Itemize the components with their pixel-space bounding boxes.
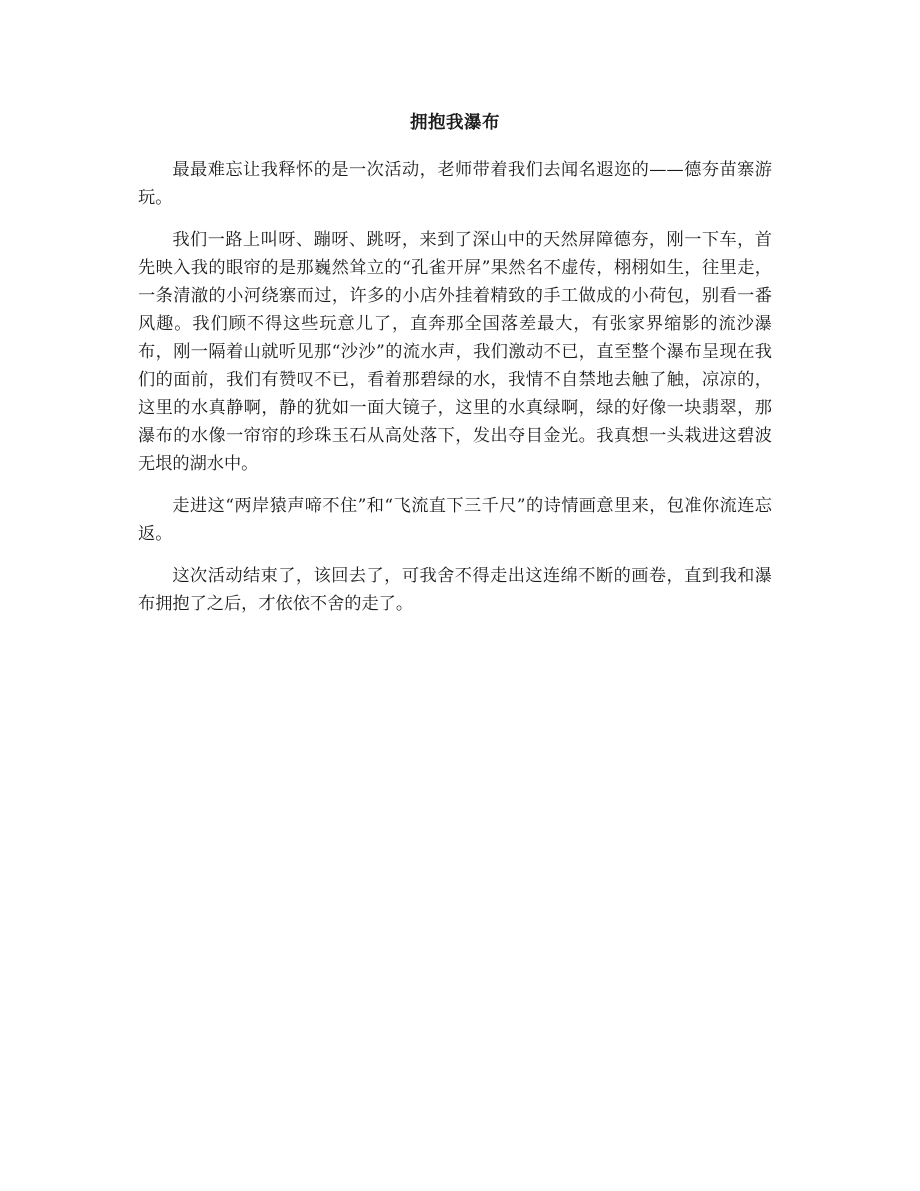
paragraph-1: 最最难忘让我释怀的是一次活动，老师带着我们去闻名遐迩的——德夯苗寨游玩。 <box>138 160 772 208</box>
paragraph-3: 走进这“两岸猿声啼不住”和“飞流直下三千尺”的诗情画意里来，包准你流连忘返。 <box>138 496 772 544</box>
paragraph-2: 我们一路上叫呀、蹦呀、跳呀，来到了深山中的天然屏障德夯，刚一下车，首先映入我的眼帘的是那巍然耸立的“孔雀开屏”果然名不虚传，栩栩如生，往里走，一条清澈的小河绕寨而过，许多的小店外挂着精致的手工做成的小荷包，别看一番风趣。我们顾不得这些玩意儿了，直奔那全国落差最大，有张家界缩影的流沙瀑布，刚一隔着山就听见那“沙沙”的流水声，我们激动不已，直至整个瀑布呈现在我们的面前，我们有赞叹不已，看着那碧绿的水，我情不自禁地去触了触，凉凉的，这里的水真静啊，静的犹如一面大镜子，这里的水真绿啊，绿的好像一块翡翠，那瀑布的水像一帘帘的珍珠玉石从高处落下，发出夺目金光。我真想一头栽进这碧波无垠的湖水中。 <box>138 230 772 474</box>
document-title: 拥抱我瀑布 <box>410 113 500 133</box>
document-page <box>138 108 772 632</box>
paragraph-4: 这次活动结束了，该回去了，可我舍不得走出这连绵不断的画卷，直到我和瀑布拥抱了之后，才依依不舍的走了。 <box>138 566 772 614</box>
